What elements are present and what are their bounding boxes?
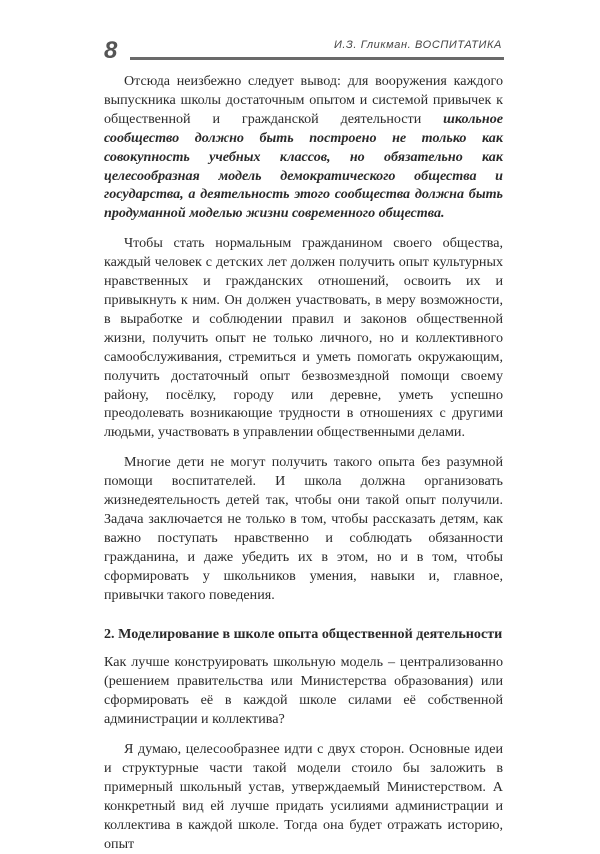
header-rule (130, 57, 504, 60)
paragraph-conclusion (104, 72, 503, 223)
page-number: 8 (104, 37, 118, 64)
emphasized-thesis: школьное сообщество должно быть построено не только как совокупность учебных классов, но обязательно как целесообразная модель демократического общества и государства, а деятельность этого сообщества должна быть продуманной моделью жизни современного общества. (104, 110, 503, 222)
paragraph-educators-help: Многие дети не могут получить такого опыта без разумной помощи воспитателей. И школа должна организовать жизнедеятельность детей так, чтобы они такой опыт получили. Задача заключается не только в том, чтобы рассказать детям, как важно поступать нравственно и соблюдать обязанности гражданина, и даже убедить их в этом, но и в том, чтобы сформировать у школьников умения, навыки и, главное, привычки такого поведения. (104, 454, 503, 603)
paragraph-citizen-experience: Чтобы стать нормальным гражданином своего общества, каждый человек с детских лет должен получить опыт культурных нравственных и гражданских отношений, освоить их и привыкнуть к ним. Он должен участвовать, в меру возможности, в выработке и соблюдении правил и законов общественной жизни, получить опыт не только личного, но и коллективного самообслуживания, стремиться и уметь помогать окружающим, получить достаточный опыт безвозмездной помощи своему району, посёлку, городу или деревне, уметь успешно преодолевать возникающие трудности в отношениях с другими людьми, участвовать в управлении общественными делами. (104, 235, 503, 441)
section-heading: 2. Моделирование в школе опыта общественной деятельности (104, 626, 503, 643)
paragraph-conclusion-text: Отсюда неизбежно следует вывод: для вооружения каждого выпускника школы достаточным опытом и системой привычек к общественной и гражданской деятельности (104, 73, 503, 127)
paragraph-question: Как лучше конструировать школьную модель – централизованно (решением правительства или Министерства образования) или сформировать её в каждой школе силами её собственной администрации и коллектива? (104, 654, 503, 728)
page-body (104, 72, 503, 854)
running-head: И.З. Гликман. ВОСПИТАТИКА (333, 39, 502, 51)
page-header (104, 38, 504, 68)
paragraph-answer: Я думаю, целесообразнее идти с двух сторон. Основные идеи и структурные части такой модели стоило бы заложить в примерный школьный устав, утверждаемый Министерством. А конкретный вид ей лучше придать усилиями администрации и коллектива в каждой школе. Тогда она будет отражать историю, опыт (104, 741, 503, 852)
